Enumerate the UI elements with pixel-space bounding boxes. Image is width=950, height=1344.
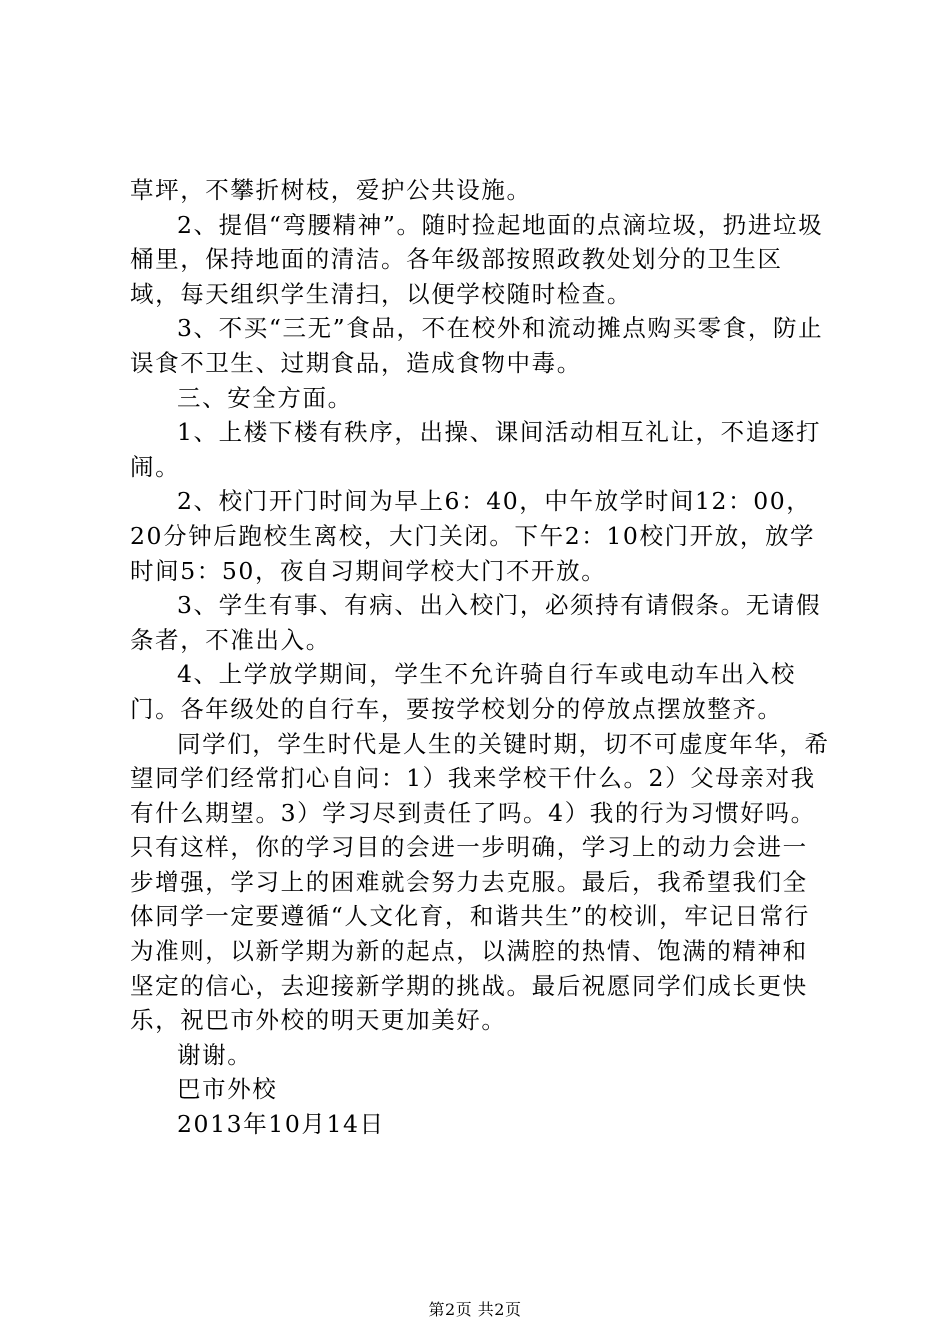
paragraph-continuation: 草坪，不攀折树枝，爱护公共设施。 [130,176,532,204]
paragraph-hygiene-2: 2、提倡“弯腰精神”。随时捡起地面的点滴垃圾，扔进垃圾桶里，保持地面的清洁。各年级部按照政教处划分的卫生区域，每天组织学生清扫，以便学校随时检查。 [130,210,824,308]
page-number-label: 第2页 共2页 [428,1300,522,1319]
closing-thanks: 谢谢。 [177,1040,253,1069]
document-body [130,173,830,1142]
section-heading-safety: 三、安全方面。 [177,383,353,412]
paragraph-safety-1: 1、上楼下楼有秩序，出操、课间活动相互礼让，不追逐打闹。 [130,418,822,481]
paragraph-safety-3: 3、学生有事、有病、出入校门，必须持有请假条。无请假条者，不准出入。 [130,591,822,654]
page-footer [0,1300,950,1320]
paragraph-hygiene-3: 3、不买“三无”食品，不在校外和流动摊点购买零食，防止误食不卫生、过期食品，造成食物中毒。 [130,314,824,377]
paragraph-safety-4: 4、上学放学期间，学生不允许骑自行车或电动车出入校门。各年级处的自行车，要按学校划分的停放点摆放整齐。 [130,660,796,723]
paragraph-safety-2: 2、校门开门时间为早上6：40，中午放学时间12：00，20分钟后跑校生离校，大门关闭。下午2：10校门开放，放学时间5：50，夜自习期间学校大门不开放。 [130,487,816,585]
paragraph-closing-message: 同学们，学生时代是人生的关键时期，切不可虚度年华，希望同学们经常扪心自问：1）我来学校干什么。2）父母亲对我有什么期望。3）学习尽到责任了吗。4）我的行为习惯好吗。只有这样，你的学习目的会进一步明确，学习上的动力会进一步增强，学习上的困难就会努力去克服。最后，我希望我们全体同学一定要遵循“人文化育，和谐共生”的校训，牢记日常行为准则，以新学期为新的起点，以满腔的热情、饱满的精神和坚定的信心，去迎接新学期的挑战。最后祝愿同学们成长更快乐，祝巴市外校的明天更加美好。 [130,729,830,1035]
closing-signature: 巴市外校 [177,1075,278,1104]
closing-date: 2013年10月14日 [177,1110,385,1139]
